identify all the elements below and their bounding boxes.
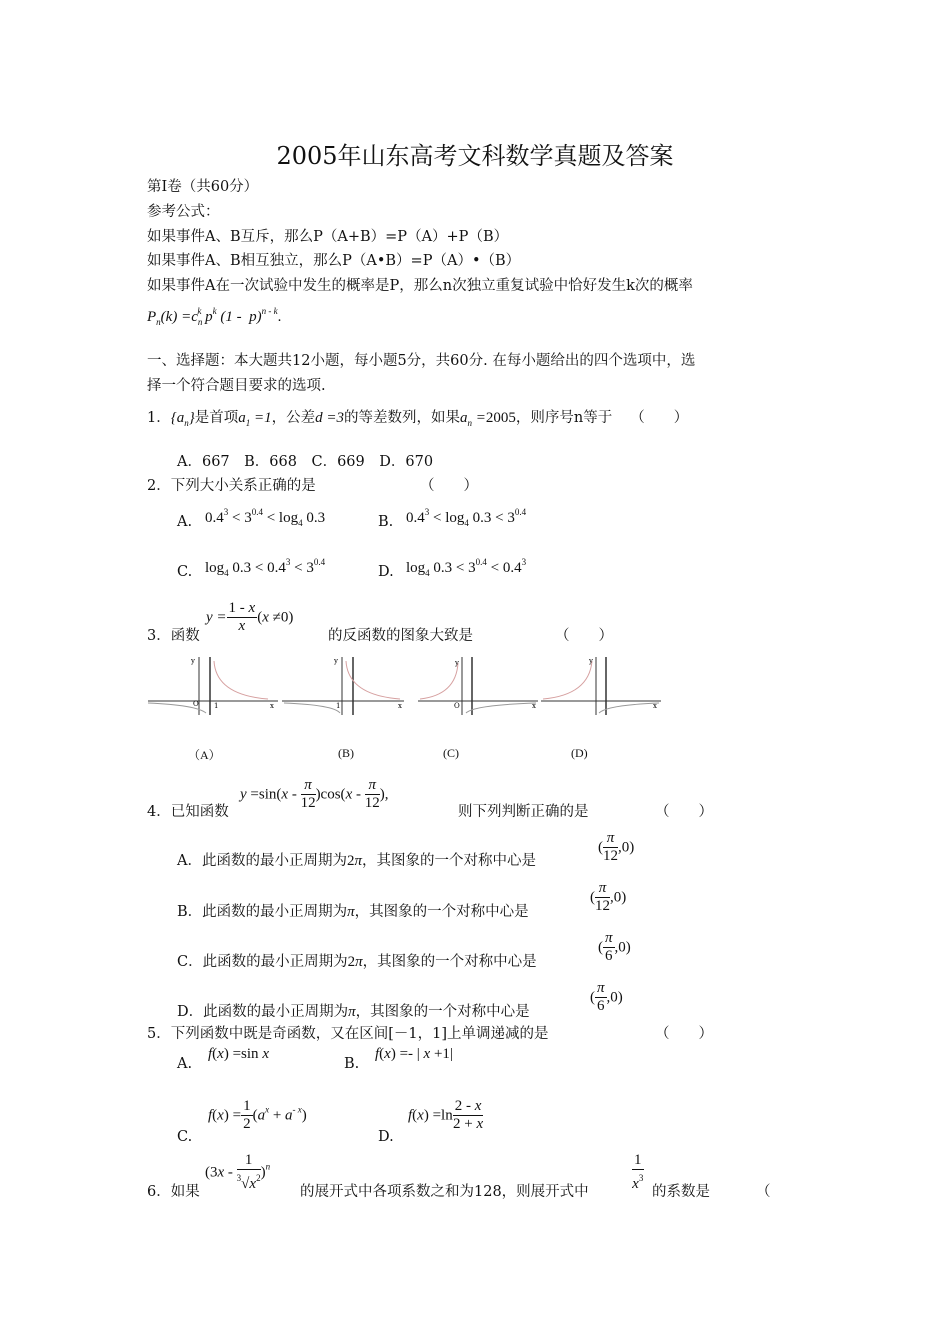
q1-text2: ，公差	[271, 410, 316, 426]
volume-heading: 第Ⅰ卷（共60分）	[147, 179, 259, 195]
document-title: 2005年山东高考文科数学真题及答案	[276, 142, 674, 170]
q6-number: 6．如果	[147, 1184, 200, 1200]
q1-common-difference: d =3	[315, 410, 344, 426]
q6-text2: 的系数是	[652, 1184, 710, 1200]
svg-text:y: y	[455, 659, 459, 667]
q4-option-b-center: ( $\frac{\pi}{12}$ ,0)	[590, 880, 627, 914]
q5-option-d-label: D.	[378, 1129, 394, 1145]
formula-independent: 如果事件A、B相互独立，那么P（A•B）=P（A）•（B）	[147, 253, 521, 269]
q5-option-c-expr: f(x) = $\frac{1}{2}$ $(a^x + a^{- x})$	[208, 1098, 307, 1132]
q3-graph-d	[541, 655, 663, 715]
svg-text:x: x	[398, 702, 402, 710]
formula-mutually-exclusive: 如果事件A、B互斥，那么P（A+B）=P（A）+P（B）	[147, 229, 509, 245]
q4-option-b: B．此函数的最小正周期为π，其图象的一个对称中心是	[177, 904, 529, 920]
q5-option-b-expr: f(x) =- | x +1|	[375, 1046, 453, 1062]
svg-text:O: O	[454, 702, 460, 710]
q5-option-c-label: C.	[177, 1129, 193, 1145]
q6-term-expr: $\frac{1}{x^3}$	[632, 1152, 644, 1192]
q3-label-a: （A）	[188, 748, 221, 762]
svg-text:y: y	[191, 657, 195, 665]
q4-function-expr: y =sin(x - $\frac{\pi}{12}$ )cos(x - $\frac{\pi}{12}$ ),	[240, 777, 389, 811]
q4-option-c-center: ( $\frac{\pi}{6}$ ,0)	[598, 930, 631, 964]
section-intro-line1: 一、选择题：本大题共12小题，每小题5分，共60分. 在每小题给出的四个选项中，选	[147, 353, 696, 369]
svg-text:O: O	[193, 700, 199, 708]
q2-option-c-label: C.	[177, 564, 193, 580]
q2-option-d-label: D.	[378, 564, 394, 580]
svg-text:x: x	[653, 702, 657, 710]
question-5: 5．下列函数中既是奇函数，又在区间[－1，1]上单调递减的是	[147, 1026, 549, 1042]
question-2: 2．下列大小关系正确的是	[147, 478, 316, 494]
q4-option-a: A．此函数的最小正周期为2π，其图象的一个对称中心是	[177, 853, 536, 869]
q3-function-expr: y = $\frac{1 - x}{x}$ (x ≠0)	[206, 600, 294, 634]
q1-options: A．667 B．668 C．669 D．670	[177, 454, 434, 470]
q3-label-c: (C)	[443, 746, 459, 760]
q4-answer-paren: （ ）	[655, 804, 713, 820]
q3-label-d: (D)	[571, 746, 588, 760]
formula-binomial-expression: $P_n(k) =c_n^k$ $p^k$ (1 - p)$^{n - k}$.	[147, 306, 282, 327]
q3-graph-b	[282, 655, 407, 715]
q6-text: 的展开式中各项系数之和为128，则展开式中	[300, 1184, 589, 1200]
q3-number: 3．函数	[147, 628, 200, 644]
q3-label-b: (B)	[338, 746, 354, 760]
q6-binomial-expr: (3x - $\frac{1}{^3√x^2}$ )$^n$	[205, 1152, 271, 1192]
section-intro-line2: 择一个符合题目要求的选项.	[147, 378, 326, 394]
q4-text: 则下列判断正确的是	[458, 804, 589, 820]
q3-text: 的反函数的图象大致是	[328, 628, 473, 644]
q5-option-a-label: A.	[177, 1056, 193, 1072]
q4-option-d: D．此函数的最小正周期为π，其图象的一个对称中心是	[177, 1004, 530, 1020]
q5-option-a-expr: f(x) =sin x	[208, 1046, 269, 1062]
q3-graph-a	[148, 655, 280, 715]
svg-text:1: 1	[214, 702, 219, 710]
q1-answer-paren: （ ）	[630, 410, 689, 426]
q5-answer-paren: （ ）	[655, 1026, 713, 1042]
svg-text:x: x	[532, 702, 536, 710]
svg-text:1: 1	[336, 702, 341, 710]
reference-formulas-label: 参考公式：	[147, 204, 220, 220]
q1-text3: 的等差数列，如果	[343, 410, 460, 426]
q1-sequence-symbol: $\{a_n\}$	[170, 410, 195, 428]
q1-text4: ，则序号n等于	[515, 410, 613, 426]
q3-answer-paren: （ ）	[555, 628, 613, 644]
q4-number: 4．已知函数	[147, 804, 229, 820]
q2-option-a-label: A.	[177, 514, 193, 530]
q2-option-c-expr: $\log_4 0.3 < 0.4^3 < 3^{0.4}$	[205, 557, 326, 578]
question-1	[147, 409, 688, 432]
svg-text:x: x	[270, 702, 274, 710]
q1-text1: 是首项	[194, 410, 239, 426]
q5-option-b-label: B.	[344, 1056, 360, 1072]
q4-option-a-center: ( $\frac{\pi}{12}$ ,0)	[598, 830, 635, 864]
q2-answer-paren: （ ）	[420, 478, 478, 494]
svg-text:y: y	[589, 657, 593, 665]
formula-binomial-text: 如果事件A在一次试验中发生的概率是P，那么n次独立重复试验中恰好发生k次的概率	[147, 278, 693, 294]
svg-text:y: y	[334, 657, 338, 665]
q4-option-d-center: ( $\frac{\pi}{6}$ ,0)	[590, 980, 623, 1014]
q1-number: 1．	[147, 410, 171, 426]
q1-nth-term: $a_n =2005$	[459, 410, 516, 428]
q5-option-d-expr: f(x) =ln $\frac{2 - x}{2 + x}$	[408, 1098, 484, 1132]
q1-first-term: $a_1 =1$	[238, 410, 272, 428]
q2-option-b-label: B.	[378, 514, 394, 530]
q4-option-c: C．此函数的最小正周期为2π，其图象的一个对称中心是	[177, 954, 537, 970]
q2-option-a-expr: $0.4^3 < 3^{0.4} < \log_4 0.3$	[205, 507, 326, 528]
q6-answer-paren: （	[756, 1184, 771, 1200]
q2-option-d-expr: $\log_4 0.3 < 3^{0.4} < 0.4^3$	[406, 557, 527, 578]
q3-graph-c	[418, 655, 540, 715]
q2-option-b-expr: $0.4^3 < \log_4 0.3 < 3^{0.4}$	[406, 507, 527, 528]
